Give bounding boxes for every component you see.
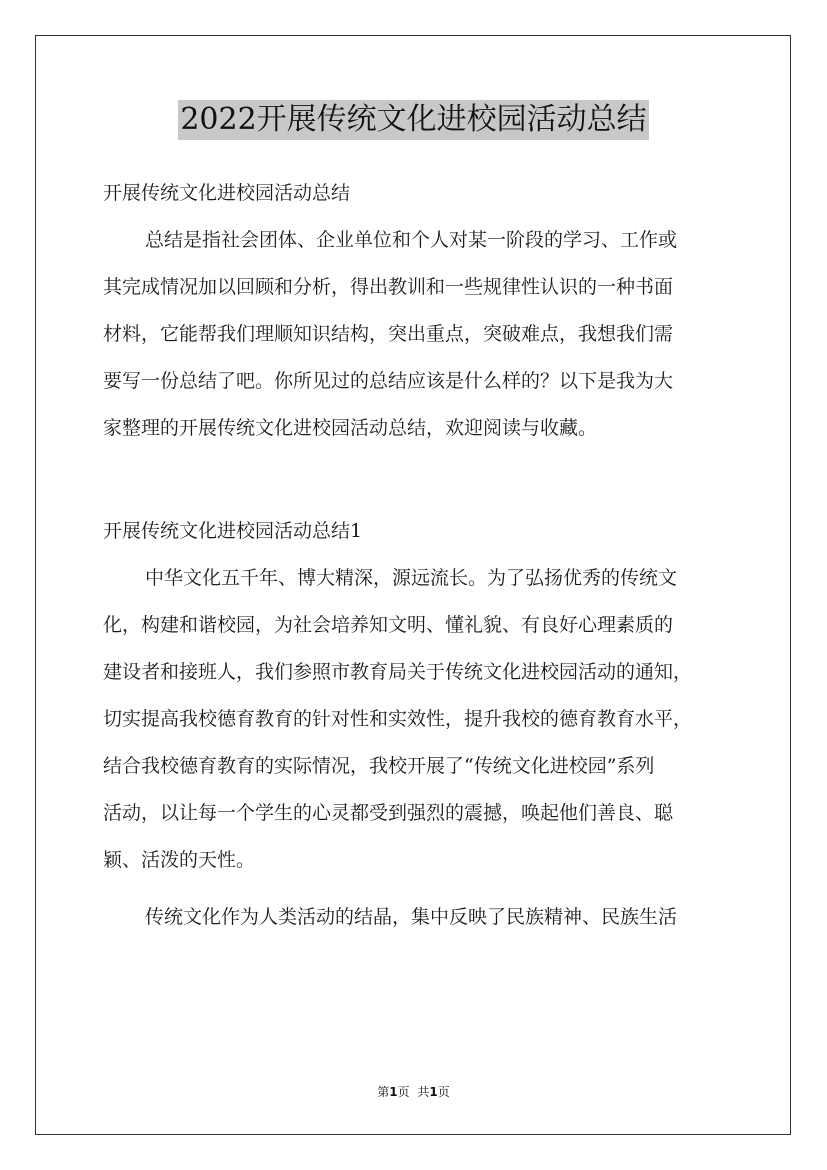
page-number: 1: [389, 1085, 398, 1099]
page-label: 第: [377, 1085, 390, 1099]
spacer: [103, 452, 728, 508]
intro-paragraph: [103, 217, 728, 452]
document-title: 2022开展传统文化进校园活动总结: [178, 100, 648, 140]
paragraph-line: 切实提高我校德育教育的针对性和实效性，提升我校的德育教育水平，: [103, 708, 693, 730]
section1-paragraph-1: [103, 555, 728, 884]
intro-line: 家整理的开展传统文化进校园活动总结，欢迎阅读与收藏。: [103, 417, 598, 439]
total-suffix: 页: [437, 1085, 450, 1099]
section1-paragraph-2: [103, 894, 728, 941]
total-pages: 1: [429, 1085, 438, 1099]
paragraph-line: 建设者和接班人，我们参照市教育局关于传统文化进校园活动的通知，: [103, 661, 693, 683]
paragraph-line: 化，构建和谐校园，为社会培养知文明、懂礼貌、有良好心理素质的: [103, 614, 674, 636]
paragraph-line: 传统文化作为人类活动的结晶，集中反映了民族精神、民族生活: [145, 906, 678, 928]
intro-line: 要写一份总结了吧。你所见过的总结应该是什么样的？以下是我为大: [103, 370, 674, 392]
paragraph-line: 活动，以让每一个学生的心灵都受到强烈的震撼，唤起他们善良、聪: [103, 802, 674, 824]
section-heading: 开展传统文化进校园活动总结1: [103, 520, 363, 542]
intro-line: 总结是指社会团体、企业单位和个人对某一阶段的学习、工作或: [145, 229, 678, 251]
paragraph-line: 中华文化五千年、博大精深，源远流长。为了弘扬优秀的传统文: [145, 567, 678, 589]
intro-line: 其完成情况加以回顾和分析，得出教训和一些规律性认识的一种书面: [103, 276, 674, 298]
page-footer: [0, 1084, 827, 1100]
paragraph-line: 颖、活泼的天性。: [103, 849, 256, 871]
document-body: [103, 170, 728, 941]
subtitle: 开展传统文化进校园活动总结: [103, 182, 351, 204]
title-container: [0, 100, 827, 140]
spacer: [103, 884, 728, 894]
page-suffix: 页: [397, 1085, 410, 1099]
intro-line: 材料，它能帮我们理顺知识结构，突出重点，突破难点，我想我们需: [103, 323, 674, 345]
paragraph-line: 结合我校德育教育的实际情况，我校开展了“传统文化进校园”系列: [103, 755, 655, 777]
total-label: 共: [417, 1085, 430, 1099]
